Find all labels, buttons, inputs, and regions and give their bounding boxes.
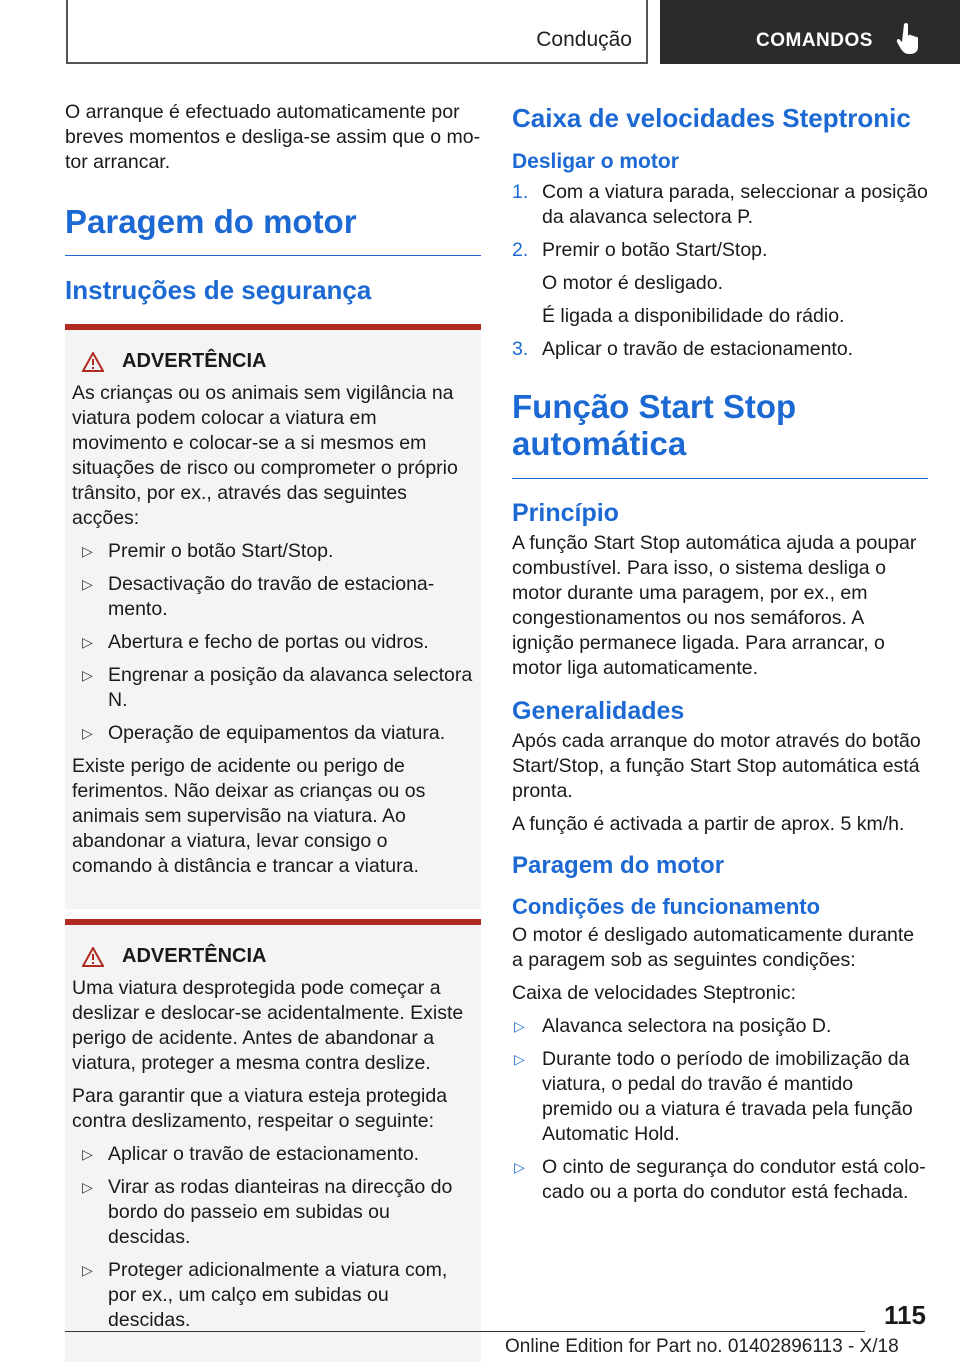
triangle-bullet-icon: ▷: [82, 1262, 93, 1278]
list-item-text: Proteger adicionalmente a viatura com, por ex., um calço em subidas ou descidas.: [108, 1259, 448, 1331]
warning-title-2: [72, 945, 473, 968]
step-2-result-2: É ligada a disponibilidade do rádio.: [542, 305, 845, 327]
header-section-box: [66, 0, 648, 64]
heading-funcao-start-stop: Função Start Stop automática: [512, 388, 797, 462]
list-item: [512, 1047, 928, 1147]
left-column: [65, 100, 481, 1362]
triangle-bullet-icon: ▷: [82, 1179, 93, 1195]
triangle-bullet-icon: ▷: [82, 725, 93, 741]
step-2-result-1: O motor é desligado.: [542, 272, 724, 294]
list-item: [72, 539, 473, 564]
intro-paragraph: O arranque é efectuado automaticamente por breves momentos e desliga-se assim que o motor arrancar.: [65, 101, 481, 173]
triangle-bullet-icon: ▷: [82, 576, 93, 592]
warning-triangle-icon: [82, 947, 104, 967]
header-section-title: Condução: [536, 28, 632, 51]
warning-1-list: [72, 539, 473, 746]
list-item-text: Desactivação do travão de estacionamento.: [108, 573, 435, 620]
warning-box-2: [65, 919, 481, 1362]
list-item: [512, 238, 928, 263]
triangle-bullet-icon: ▷: [82, 1146, 93, 1162]
warning-1-paragraph-2: Existe perigo de acidente ou perigo de ferimentos. Não deixar as crianças ou os animais sem supervisão na viatura. Ao abandonar a viatura, levar consigo o comando à distância e trancar a viatura.: [72, 755, 426, 877]
list-item: [512, 180, 928, 230]
hand-pointer-icon: [896, 22, 922, 54]
condicoes-paragraph-2: Caixa de velocidades Steptronic:: [512, 982, 796, 1004]
list-item-text: Virar as rodas dianteiras na direcção do bordo do passeio em subidas ou descidas.: [108, 1176, 453, 1248]
heading-desligar-motor: Desligar o motor: [512, 150, 679, 173]
heading-condicoes-funcionamento: Condições de funcionamento: [512, 894, 821, 919]
list-item-text: Engrenar a posição da alavanca selectora N.: [108, 664, 473, 711]
heading-principio: Princípio: [512, 499, 619, 527]
steps-list: [512, 180, 928, 362]
heading-start-stop-block: [512, 388, 928, 479]
footer-divider: [65, 1331, 865, 1332]
heading-caixa-steptronic: Caixa de velocidades Steptronic: [512, 103, 911, 133]
warning-title-text-2: ADVERTÊNCIA: [122, 945, 267, 967]
list-item-text: Alavanca selectora na posição D.: [542, 1015, 832, 1037]
list-item: [72, 663, 473, 713]
warning-box-1: [65, 324, 481, 909]
triangle-bullet-icon: ▷: [82, 667, 93, 683]
step-number: 1.: [512, 181, 529, 203]
warning-title-text-1: ADVERTÊNCIA: [122, 350, 267, 372]
list-item-text: Abertura e fecho de portas ou vidros.: [108, 631, 429, 653]
list-item-text: O cinto de segurança do condutor está colocado ou a porta do condutor está fechada.: [542, 1156, 926, 1203]
list-item: [72, 721, 473, 746]
list-item-text: Durante todo o período de imobilização da viatura, o pedal do travão é mantido premido ou a viatura é travada pela função Automatic Hold.: [542, 1048, 913, 1145]
list-item: [512, 1014, 928, 1039]
header-chapter-label: COMANDOS: [756, 30, 873, 51]
warning-2-list: [72, 1142, 473, 1333]
list-item: [72, 572, 473, 622]
triangle-bullet-icon: ▷: [82, 543, 93, 559]
generalidades-paragraph-1: Após cada arranque do motor através do botão Start/Stop, a função Start Stop automática está pronta.: [512, 730, 921, 802]
list-item: [72, 630, 473, 655]
list-item-text: Operação de equipamentos da viatura.: [108, 722, 446, 744]
warning-2-paragraph-2: Para garantir que a viatura esteja protegida contra deslizamento, respeitar o seguinte:: [72, 1085, 448, 1132]
list-item: [72, 1258, 473, 1333]
principio-paragraph: A função Start Stop automática ajuda a poupar combustível. Para isso, o sistema desliga o motor durante uma paragem, por ex., em congestionamentos ou nos semáforos. A ignição permanece ligada. Para arrancar, o motor liga automaticamente.: [512, 532, 917, 679]
step-number: 3.: [512, 338, 529, 360]
condicoes-paragraph-1: O motor é desligado automaticamente durante a paragem sob as seguintes condições:: [512, 924, 915, 971]
step-text: Premir o botão Start/Stop.: [542, 239, 768, 261]
step-text: Com a viatura parada, seleccionar a posição da alavanca selectora P.: [542, 181, 928, 228]
triangle-bullet-icon: ▷: [514, 1159, 525, 1175]
warning-2-paragraph-1: Uma viatura desprotegida pode começar a deslizar e deslocar-se acidentalmente. Existe perigo de acidente. Antes de abandonar a viatura, proteger a mesma contra deslize.: [72, 977, 464, 1074]
conditions-list: [512, 1014, 928, 1205]
list-item-text: Aplicar o travão de estacionamento.: [108, 1143, 420, 1165]
heading-instrucoes-seguranca: Instruções de segurança: [65, 275, 372, 305]
heading-paragem-motor-2: Paragem do motor: [512, 852, 725, 879]
right-column: [512, 100, 928, 1213]
warning-title-1: [72, 350, 473, 373]
list-item: [72, 1175, 473, 1250]
heading-generalidades: Generalidades: [512, 697, 685, 725]
footer-edition-text: Online Edition for Part no. 01402896113 - X/18: [505, 1336, 899, 1357]
triangle-bullet-icon: ▷: [514, 1051, 525, 1067]
triangle-bullet-icon: ▷: [82, 634, 93, 650]
header-chapter-tab[interactable]: [660, 0, 960, 64]
list-item: [512, 337, 928, 362]
step-number: 2.: [512, 239, 529, 261]
triangle-bullet-icon: ▷: [514, 1018, 525, 1034]
warning-1-paragraph-1: As crianças ou os animais sem vigilância na viatura podem colocar a viatura em movimento e colocar-se a si mesmos em situações de risco ou comprometer o próprio trânsito, por ex., através das seguintes acções:: [72, 382, 458, 529]
warning-triangle-icon: [82, 352, 104, 372]
heading-paragem-block: [65, 203, 481, 256]
list-item: [72, 1142, 473, 1167]
heading-paragem-do-motor: Paragem do motor: [65, 203, 357, 240]
list-item: [512, 1155, 928, 1205]
step-text: Aplicar o travão de estacionamento.: [542, 338, 854, 360]
page-number: 115: [884, 1300, 926, 1330]
list-item-text: Premir o botão Start/Stop.: [108, 540, 334, 562]
generalidades-paragraph-2: A função é activada a partir de aprox. 5 km/h.: [512, 813, 905, 835]
